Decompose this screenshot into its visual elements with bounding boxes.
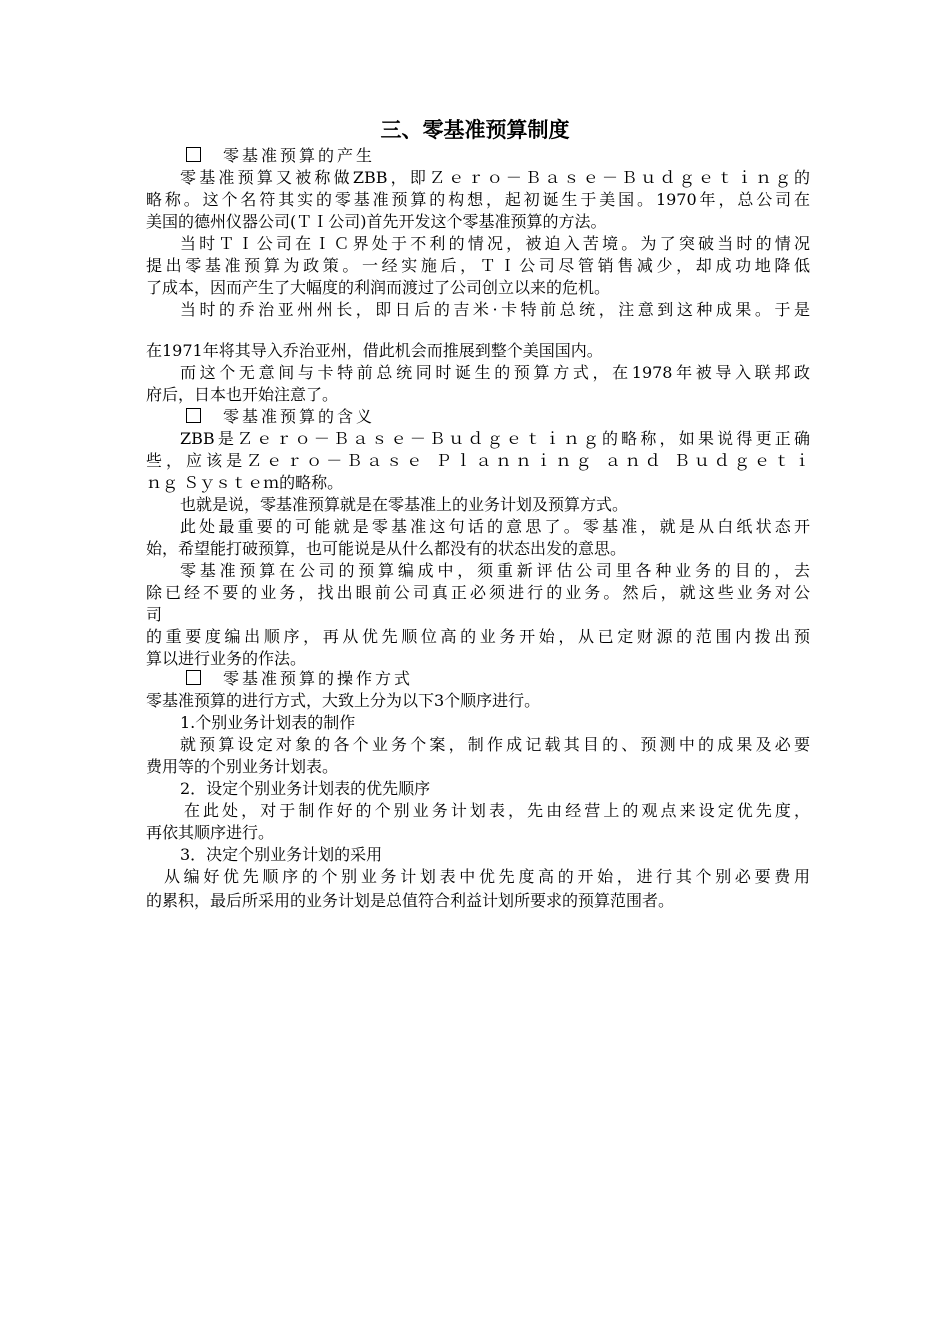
paragraph-line: 算以进行业务的作法。 (146, 649, 307, 668)
paragraph-line: 府后，日本也开始注意了。 (146, 385, 339, 404)
list-item-heading: 1.个别业务计划表的制作 (180, 713, 356, 732)
paragraph-line: 零基准预算的进行方式，大致上分为以下3个顺序进行。 (146, 691, 541, 710)
checkbox-square-icon (186, 147, 201, 162)
paragraph-line: 除已经不要的业务，找出眼前公司真正必须进行的业务。然后，就这些业务对公 (146, 583, 810, 602)
paragraph-line: 在1971年将其导入乔治亚州，借此机会而推展到整个美国国内。 (146, 341, 603, 360)
paragraph-line: 的累积，最后所采用的业务计划是总值符合利益计划所要求的预算范围者。 (146, 891, 675, 910)
paragraph-line: 就预算设定对象的各个业务个案，制作成记载其目的、预测中的成果及必要 (180, 735, 810, 754)
paragraph-line: 费用等的个别业务计划表。 (146, 757, 339, 776)
paragraph-line: 略称。这个名符其实的零基准预算的构想，起初诞生于美国。1970年，总公司在 (146, 190, 810, 209)
paragraph-line: 此处最重要的可能就是零基准这句话的意思了。零基准，就是从白纸状态开 (180, 517, 810, 536)
list-item-heading: 3．决定个别业务计划的采用 (180, 845, 383, 864)
checkbox-square-icon (186, 670, 201, 685)
paragraph-line: 当时ＴＩ公司在ＩＣ界处于不利的情况，被迫入苦境。为了突破当时的情况 (180, 234, 810, 253)
paragraph-line: 零基准预算又被称做ZBB，即Ｚｅｒｏ－Ｂａｓｅ－Ｂｕｄｇｅｔｉｎｇ的 (180, 168, 810, 187)
paragraph-line: 当时的乔治亚州州长，即日后的吉米·卡特前总统，注意到这种成果。于是 (180, 300, 810, 319)
section-heading: 零基准预算的产生 (186, 145, 810, 167)
paragraph-line: 在此处，对于制作好的个别业务计划表，先由经营上的观点来设定优先度， (184, 801, 810, 820)
paragraph-line: 零基准预算在公司的预算编成中，须重新评估公司里各种业务的目的，去 (180, 561, 810, 580)
paragraph-line: 美国的德州仪器公司(ＴＩ公司)首先开发这个零基准预算的方法。 (146, 212, 607, 231)
paragraph-line: 始，希望能打破预算，也可能说是从什么都没有的状态出发的意思。 (146, 539, 627, 558)
paragraph-line: 而这个无意间与卡特前总统同时诞生的预算方式，在1978年被导入联邦政 (180, 363, 810, 382)
paragraph-line: 也就是说，零基准预算就是在零基准上的业务计划及预算方式。 (180, 495, 629, 514)
paragraph-line: 提出零基准预算为政策。一经实施后，ＴＩ公司尽管销售减少，却成功地降低 (146, 256, 810, 275)
paragraph-line: 了成本，因而产生了大幅度的利润而渡过了公司创立以来的危机。 (146, 278, 611, 297)
paragraph-line: 从编好优先顺序的个别业务计划表中优先度高的开始，进行其个别必要费用 (164, 867, 810, 886)
section-heading: 零基准预算的操作方式 (186, 668, 810, 690)
paragraph-line: ｎｇ Ｓｙｓｔｅｍ的略称。 (146, 473, 344, 492)
paragraph-line: 些，应该是Ｚｅｒｏ－Ｂａｓｅ Ｐｌａｎｎｉｎｇ ａｎｄ Ｂｕｄｇｅｔｉ (146, 451, 810, 470)
document-title: 三、零基准预算制度 (380, 118, 570, 142)
checkbox-square-icon (186, 408, 201, 423)
list-item-heading: 2．设定个别业务计划表的优先顺序 (180, 779, 431, 798)
paragraph-line: ZBB是Ｚｅｒｏ－Ｂａｓｅ－Ｂｕｄｇｅｔｉｎｇ的略称，如果说得更正确 (180, 429, 810, 448)
paragraph-line: 再依其顺序进行。 (146, 823, 275, 842)
paragraph-line: 司 (146, 605, 163, 624)
section-heading: 零基准预算的含义 (186, 406, 810, 428)
paragraph-line: 的重要度编出顺序，再从优先顺位高的业务开始，从已定财源的范围内拨出预 (146, 627, 810, 646)
